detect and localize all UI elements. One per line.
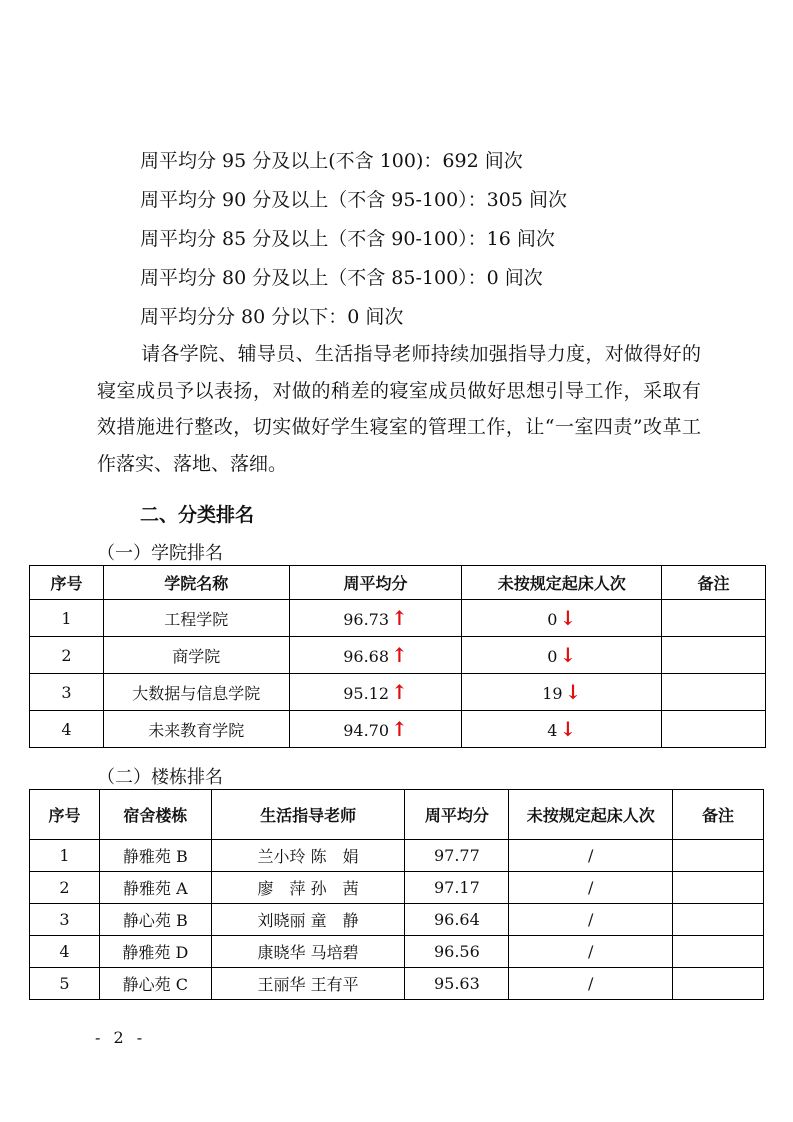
cell-teachers: 刘晓丽 童 静 (211, 904, 405, 936)
col-header-no: 序号 (30, 790, 100, 840)
col-header-building: 宿舍楼栋 (99, 790, 211, 840)
cell-college: 工程学院 (103, 600, 289, 637)
col-header-note: 备注 (673, 790, 764, 840)
cell-note (662, 674, 766, 711)
instruction-paragraph: 请各学院、辅导员、生活指导老师持续加强指导力度，对做得好的寝室成员予以表扬，对做的稍差的寝室成员做好思想引导工作，采取有效措施进行整改，切实做好学生寝室的管理工作，让“一室四责”改革工作落实、落地、落细。 (97, 343, 701, 475)
cell-count: 19 ↓ (462, 674, 662, 711)
cell-no: 4 (30, 711, 104, 748)
cell-no: 3 (30, 674, 104, 711)
cell-note (673, 936, 764, 968)
cell-count: / (509, 872, 673, 904)
down-arrow-icon: ↓ (559, 643, 577, 667)
cell-note (662, 711, 766, 748)
cell-college: 未来教育学院 (103, 711, 289, 748)
col-header-count: 未按规定起床人次 (509, 790, 673, 840)
table-row (30, 637, 766, 674)
stat-line-5: 周平均分分 80 分以下：0 间次 (140, 306, 404, 328)
cell-teachers: 康晓华 马培碧 (211, 936, 405, 968)
table-row (30, 968, 764, 1000)
col-header-note: 备注 (662, 566, 766, 600)
col-header-teachers: 生活指导老师 (211, 790, 405, 840)
cell-count: / (509, 936, 673, 968)
down-arrow-icon: ↓ (559, 717, 577, 741)
col-header-college: 学院名称 (103, 566, 289, 600)
section-heading: 二、分类排名 (140, 504, 255, 526)
up-arrow-icon: ↑ (391, 717, 408, 741)
cell-note (673, 904, 764, 936)
cell-score: 95.63 (405, 968, 509, 1000)
table-row (30, 674, 766, 711)
stat-line-2: 周平均分 90 分及以上（不含 95-100）：305 间次 (140, 189, 567, 211)
down-arrow-icon: ↓ (559, 606, 577, 630)
cell-no: 3 (30, 904, 100, 936)
cell-college: 大数据与信息学院 (103, 674, 289, 711)
page-number: - 2 - (95, 1028, 147, 1047)
cell-no: 1 (30, 600, 104, 637)
table-row (30, 711, 766, 748)
col-header-score: 周平均分 (405, 790, 509, 840)
cell-college: 商学院 (103, 637, 289, 674)
cell-teachers: 廖 萍 孙 茜 (211, 872, 405, 904)
cell-score: 96.68 ↑ (289, 637, 462, 674)
up-arrow-icon: ↑ (391, 643, 408, 667)
cell-no: 2 (30, 872, 100, 904)
stat-line-3: 周平均分 85 分及以上（不含 90-100）：16 间次 (140, 228, 555, 250)
down-arrow-icon: ↓ (564, 680, 582, 704)
cell-teachers: 王丽华 王有平 (211, 968, 405, 1000)
table-row (30, 600, 766, 637)
table-row (30, 872, 764, 904)
cell-no: 1 (30, 840, 100, 872)
building-ranking-title: （二）楼栋排名 (97, 767, 223, 788)
cell-note (673, 872, 764, 904)
cell-no: 4 (30, 936, 100, 968)
table-row (30, 904, 764, 936)
col-header-count: 未按规定起床人次 (462, 566, 662, 600)
up-arrow-icon: ↑ (391, 606, 408, 630)
col-header-score: 周平均分 (289, 566, 462, 600)
up-arrow-icon: ↑ (391, 680, 408, 704)
cell-note (673, 968, 764, 1000)
cell-score: 97.17 (405, 872, 509, 904)
cell-note (673, 840, 764, 872)
college-ranking-table (29, 565, 766, 748)
cell-score: 96.73 ↑ (289, 600, 462, 637)
cell-note (662, 600, 766, 637)
table-row (30, 840, 764, 872)
stat-line-1: 周平均分 95 分及以上(不含 100)：692 间次 (140, 150, 523, 172)
cell-no: 5 (30, 968, 100, 1000)
cell-teachers: 兰小玲 陈 娟 (211, 840, 405, 872)
cell-no: 2 (30, 637, 104, 674)
col-header-no: 序号 (30, 566, 104, 600)
cell-building: 静雅苑 A (99, 872, 211, 904)
cell-building: 静雅苑 B (99, 840, 211, 872)
cell-note (662, 637, 766, 674)
cell-score: 96.64 (405, 904, 509, 936)
cell-count: 4 ↓ (462, 711, 662, 748)
table-header-row (30, 790, 764, 840)
stat-line-4: 周平均分 80 分及以上（不含 85-100）：0 间次 (140, 267, 543, 289)
cell-count: / (509, 840, 673, 872)
cell-score: 97.77 (405, 840, 509, 872)
cell-count: / (509, 968, 673, 1000)
cell-building: 静雅苑 D (99, 936, 211, 968)
cell-count: 0 ↓ (462, 600, 662, 637)
table-header-row (30, 566, 766, 600)
college-ranking-title: （一）学院排名 (97, 543, 223, 564)
cell-count: / (509, 904, 673, 936)
cell-building: 静心苑 C (99, 968, 211, 1000)
cell-score: 94.70 ↑ (289, 711, 462, 748)
cell-count: 0 ↓ (462, 637, 662, 674)
table-row (30, 936, 764, 968)
building-ranking-table (29, 789, 764, 1000)
cell-score: 96.56 (405, 936, 509, 968)
cell-building: 静心苑 B (99, 904, 211, 936)
cell-score: 95.12 ↑ (289, 674, 462, 711)
